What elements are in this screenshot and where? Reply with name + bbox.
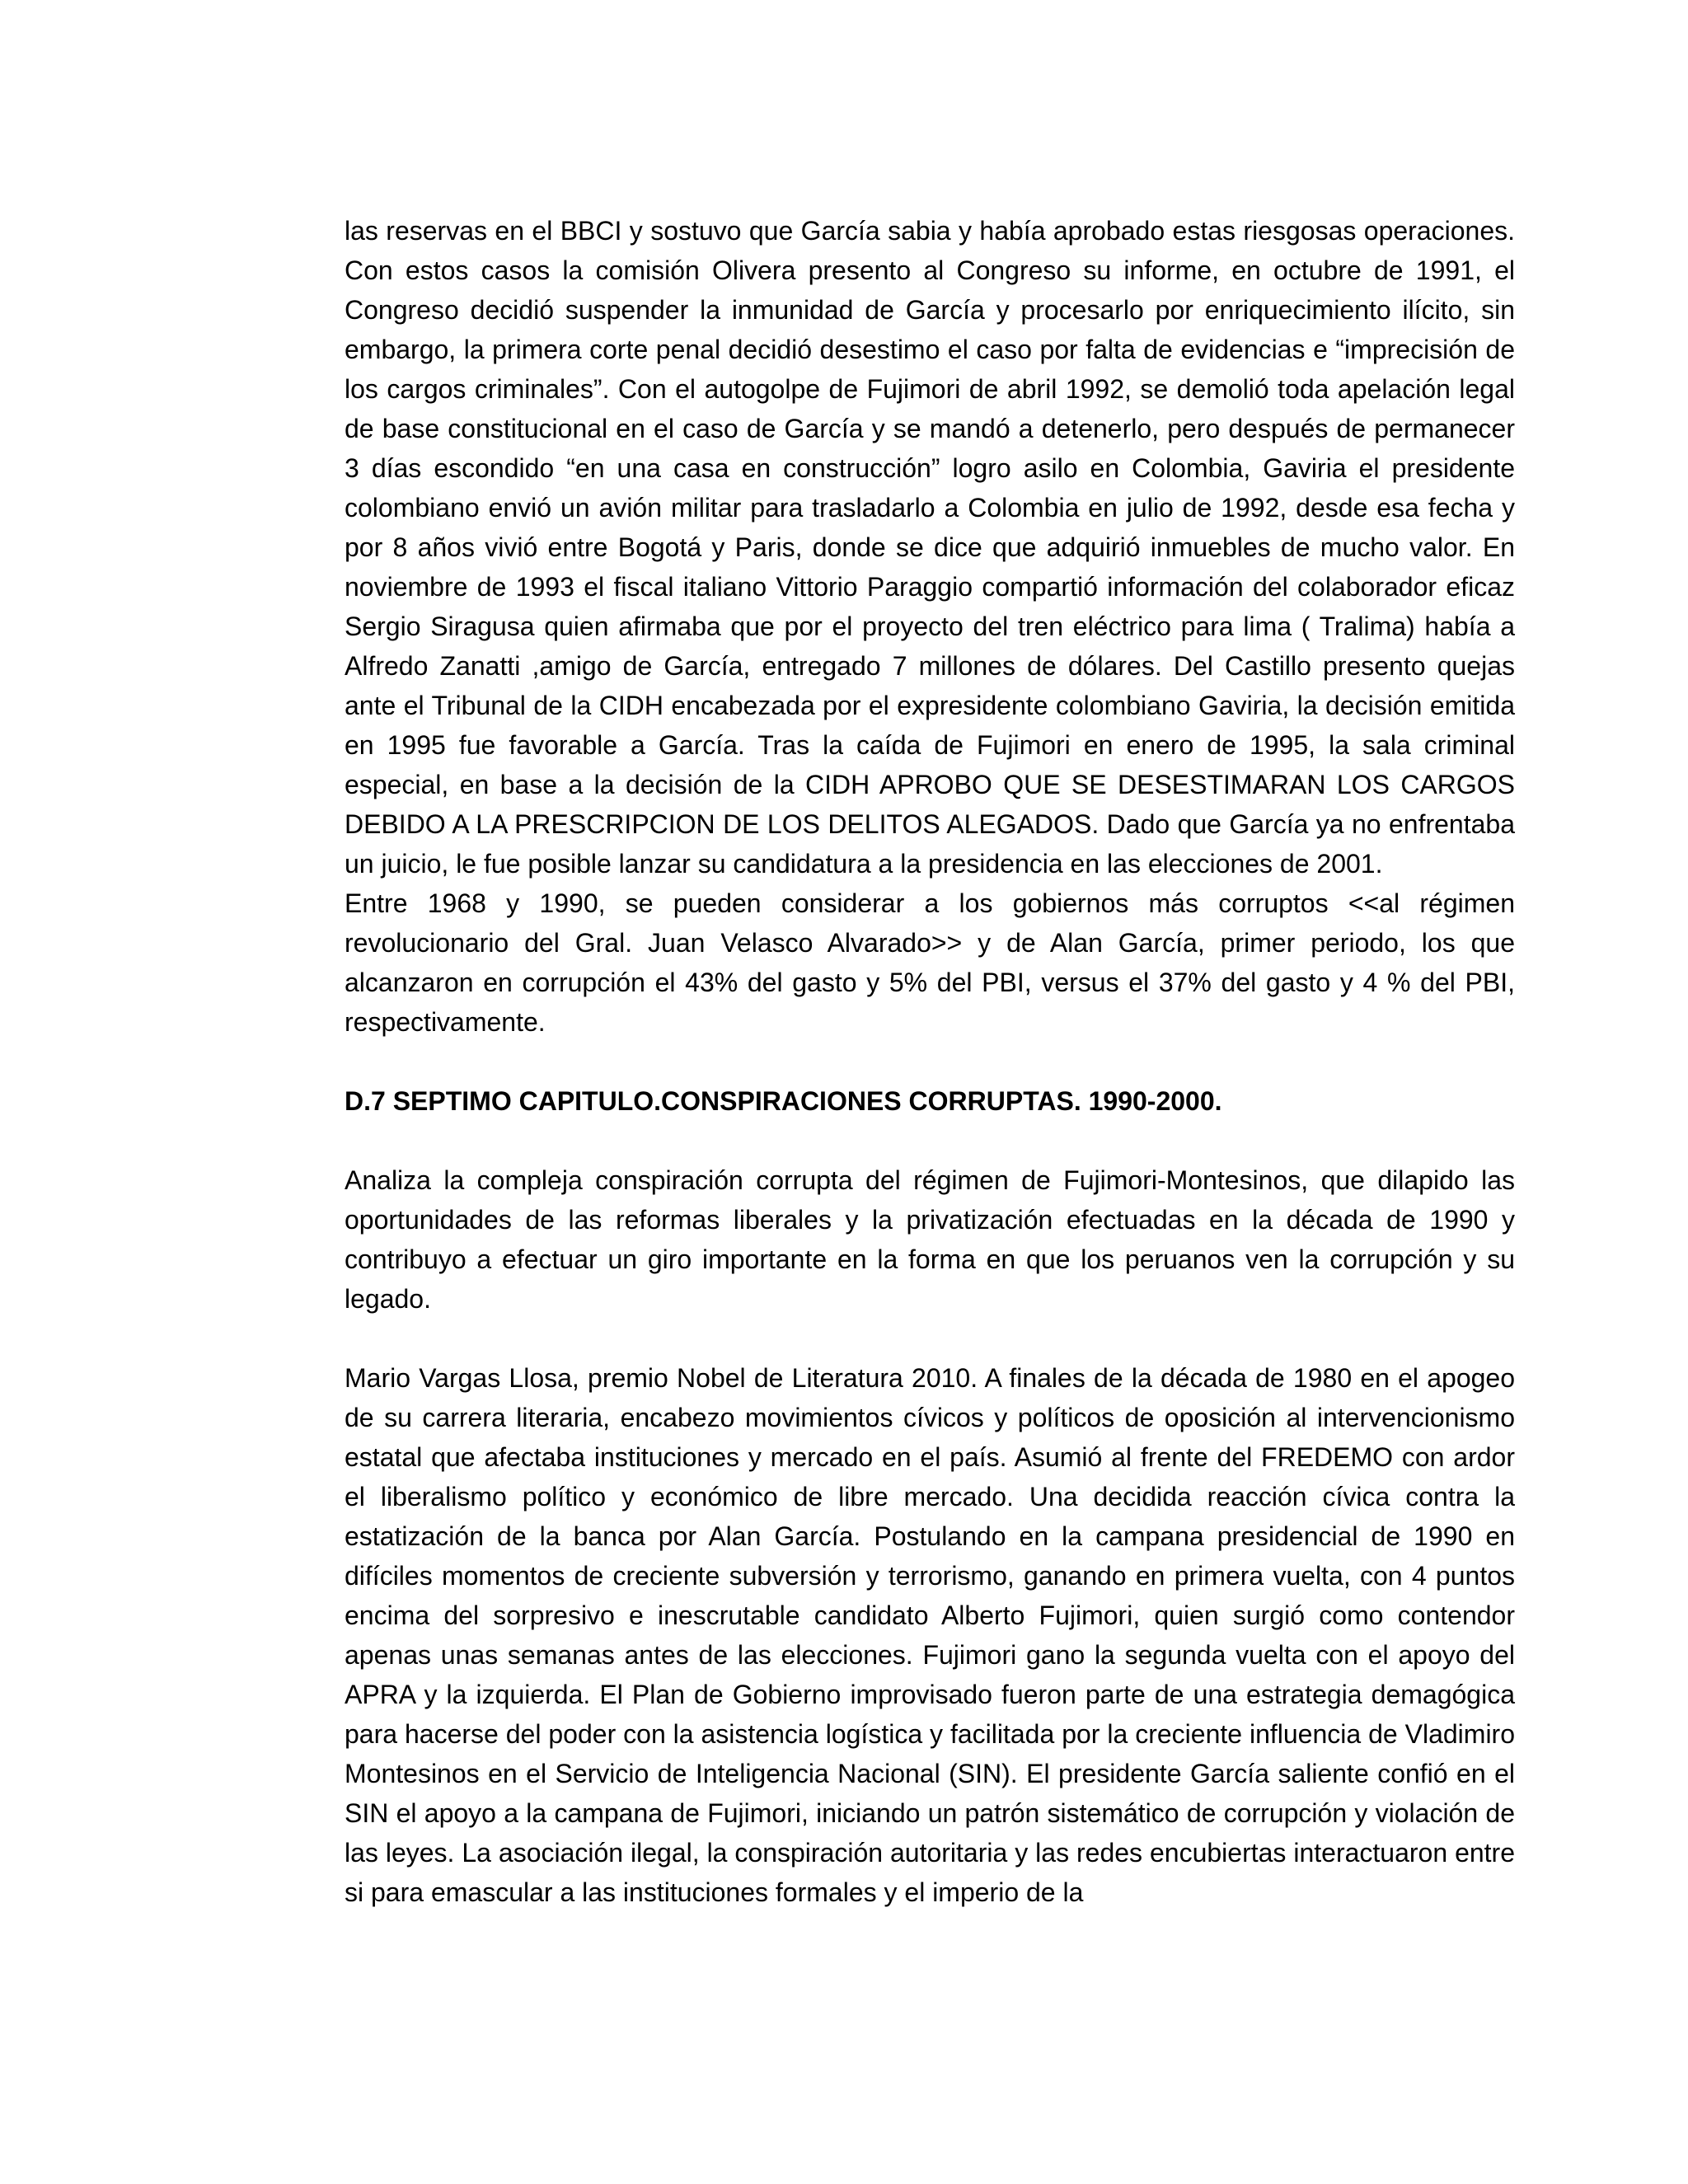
document-page xyxy=(345,211,1515,1912)
spacer xyxy=(345,1319,1515,1358)
paragraph-chapter-summary: Analiza la compleja conspiración corrupta del régimen de Fujimori-Montesinos, que dilapido las oportunidades de las reformas liberales y la privatización efectuadas en la década de 1990 y contribuyo a efectuar un giro importante en la forma en que los peruanos ven la corrupción y su legado. xyxy=(345,1165,1515,1314)
chapter-heading: D.7 SEPTIMO CAPITULO.CONSPIRACIONES CORRUPTAS. 1990-2000. xyxy=(345,1086,1222,1116)
paragraph-garcia-case: las reservas en el BBCI y sostuvo que García sabia y había aprobado estas riesgosas operaciones. Con estos casos la comisión Olivera presento al Congreso su informe, en octubre de 1991, el Congreso decidió suspender la inmunidad de García y procesarlo por enriquecimiento ilícito, sin embargo, la primera corte penal decidió desestimo el caso por falta de evidencias e “imprecisión de los cargos criminales”. Con el autogolpe de Fujimori de abril 1992, se demolió toda apelación legal de base constitucional en el caso de García y se mandó a detenerlo, pero después de permanecer 3 días escondido “en una casa en construcción” logro asilo en Colombia, Gaviria el presidente colombiano envió un avión militar para trasladarlo a Colombia en julio de 1992, desde esa fecha y por 8 años vivió entre Bogotá y Paris, donde se dice que adquirió inmuebles de mucho valor. En noviembre de 1993 el fiscal italiano Vittorio Paraggio compartió información del colaborador eficaz Sergio Siragusa quien afirmaba que por el proyecto del tren eléctrico para lima ( Tralima) había a Alfredo Zanatti ,amigo de García, entregado 7 millones de dólares. Del Castillo presento quejas ante el Tribunal de la CIDH encabezada por el expresidente colombiano Gaviria, la decisión emitida en 1995 fue favorable a García. Tras la caída de Fujimori en enero de 1995, la sala criminal especial, en base a la decisión de la CIDH APROBO QUE SE DESESTIMARAN LOS CARGOS DEBIDO A LA PRESCRIPCION DE LOS DELITOS ALEGADOS. Dado que García ya no enfrentaba un juicio, le fue posible lanzar su candidatura a la presidencia en las elecciones de 2001. xyxy=(345,216,1515,879)
spacer xyxy=(345,1121,1515,1160)
paragraph-corruption-stats: Entre 1968 y 1990, se pueden considerar a los gobiernos más corruptos <<al régimen revolucionario del Gral. Juan Velasco Alvarado>> y de Alan García, primer periodo, los que alcanzaron en corrupción el 43% del gasto y 5% del PBI, versus el 37% del gasto y 4 % del PBI, respectivamente. xyxy=(345,888,1515,1037)
paragraph-vargas-llosa: Mario Vargas Llosa, premio Nobel de Literatura 2010. A finales de la década de 1980 en el apogeo de su carrera literaria, encabezo movimientos cívicos y políticos de oposición al intervencionismo estatal que afectaba instituciones y mercado en el país. Asumió al frente del FREDEMO con ardor el liberalismo político y económico de libre mercado. Una decidida reacción cívica contra la estatización de la banca por Alan García. Postulando en la campana presidencial de 1990 en difíciles momentos de creciente subversión y terrorismo, ganando en primera vuelta, con 4 puntos encima del sorpresivo e inescrutable candidato Alberto Fujimori, quien surgió como contendor apenas unas semanas antes de las elecciones. Fujimori gano la segunda vuelta con el apoyo del APRA y la izquierda. El Plan de Gobierno improvisado fueron parte de una estrategia demagógica para hacerse del poder con la asistencia logística y facilitada por la creciente influencia de Vladimiro Montesinos en el Servicio de Inteligencia Nacional (SIN). El presidente García saliente confió en el SIN el apoyo a la campana de Fujimori, iniciando un patrón sistemático de corrupción y violación de las leyes. La asociación ilegal, la conspiración autoritaria y las redes encubiertas interactuaron entre si para emascular a las instituciones formales y el imperio de la xyxy=(345,1363,1515,1907)
spacer xyxy=(345,1042,1515,1081)
